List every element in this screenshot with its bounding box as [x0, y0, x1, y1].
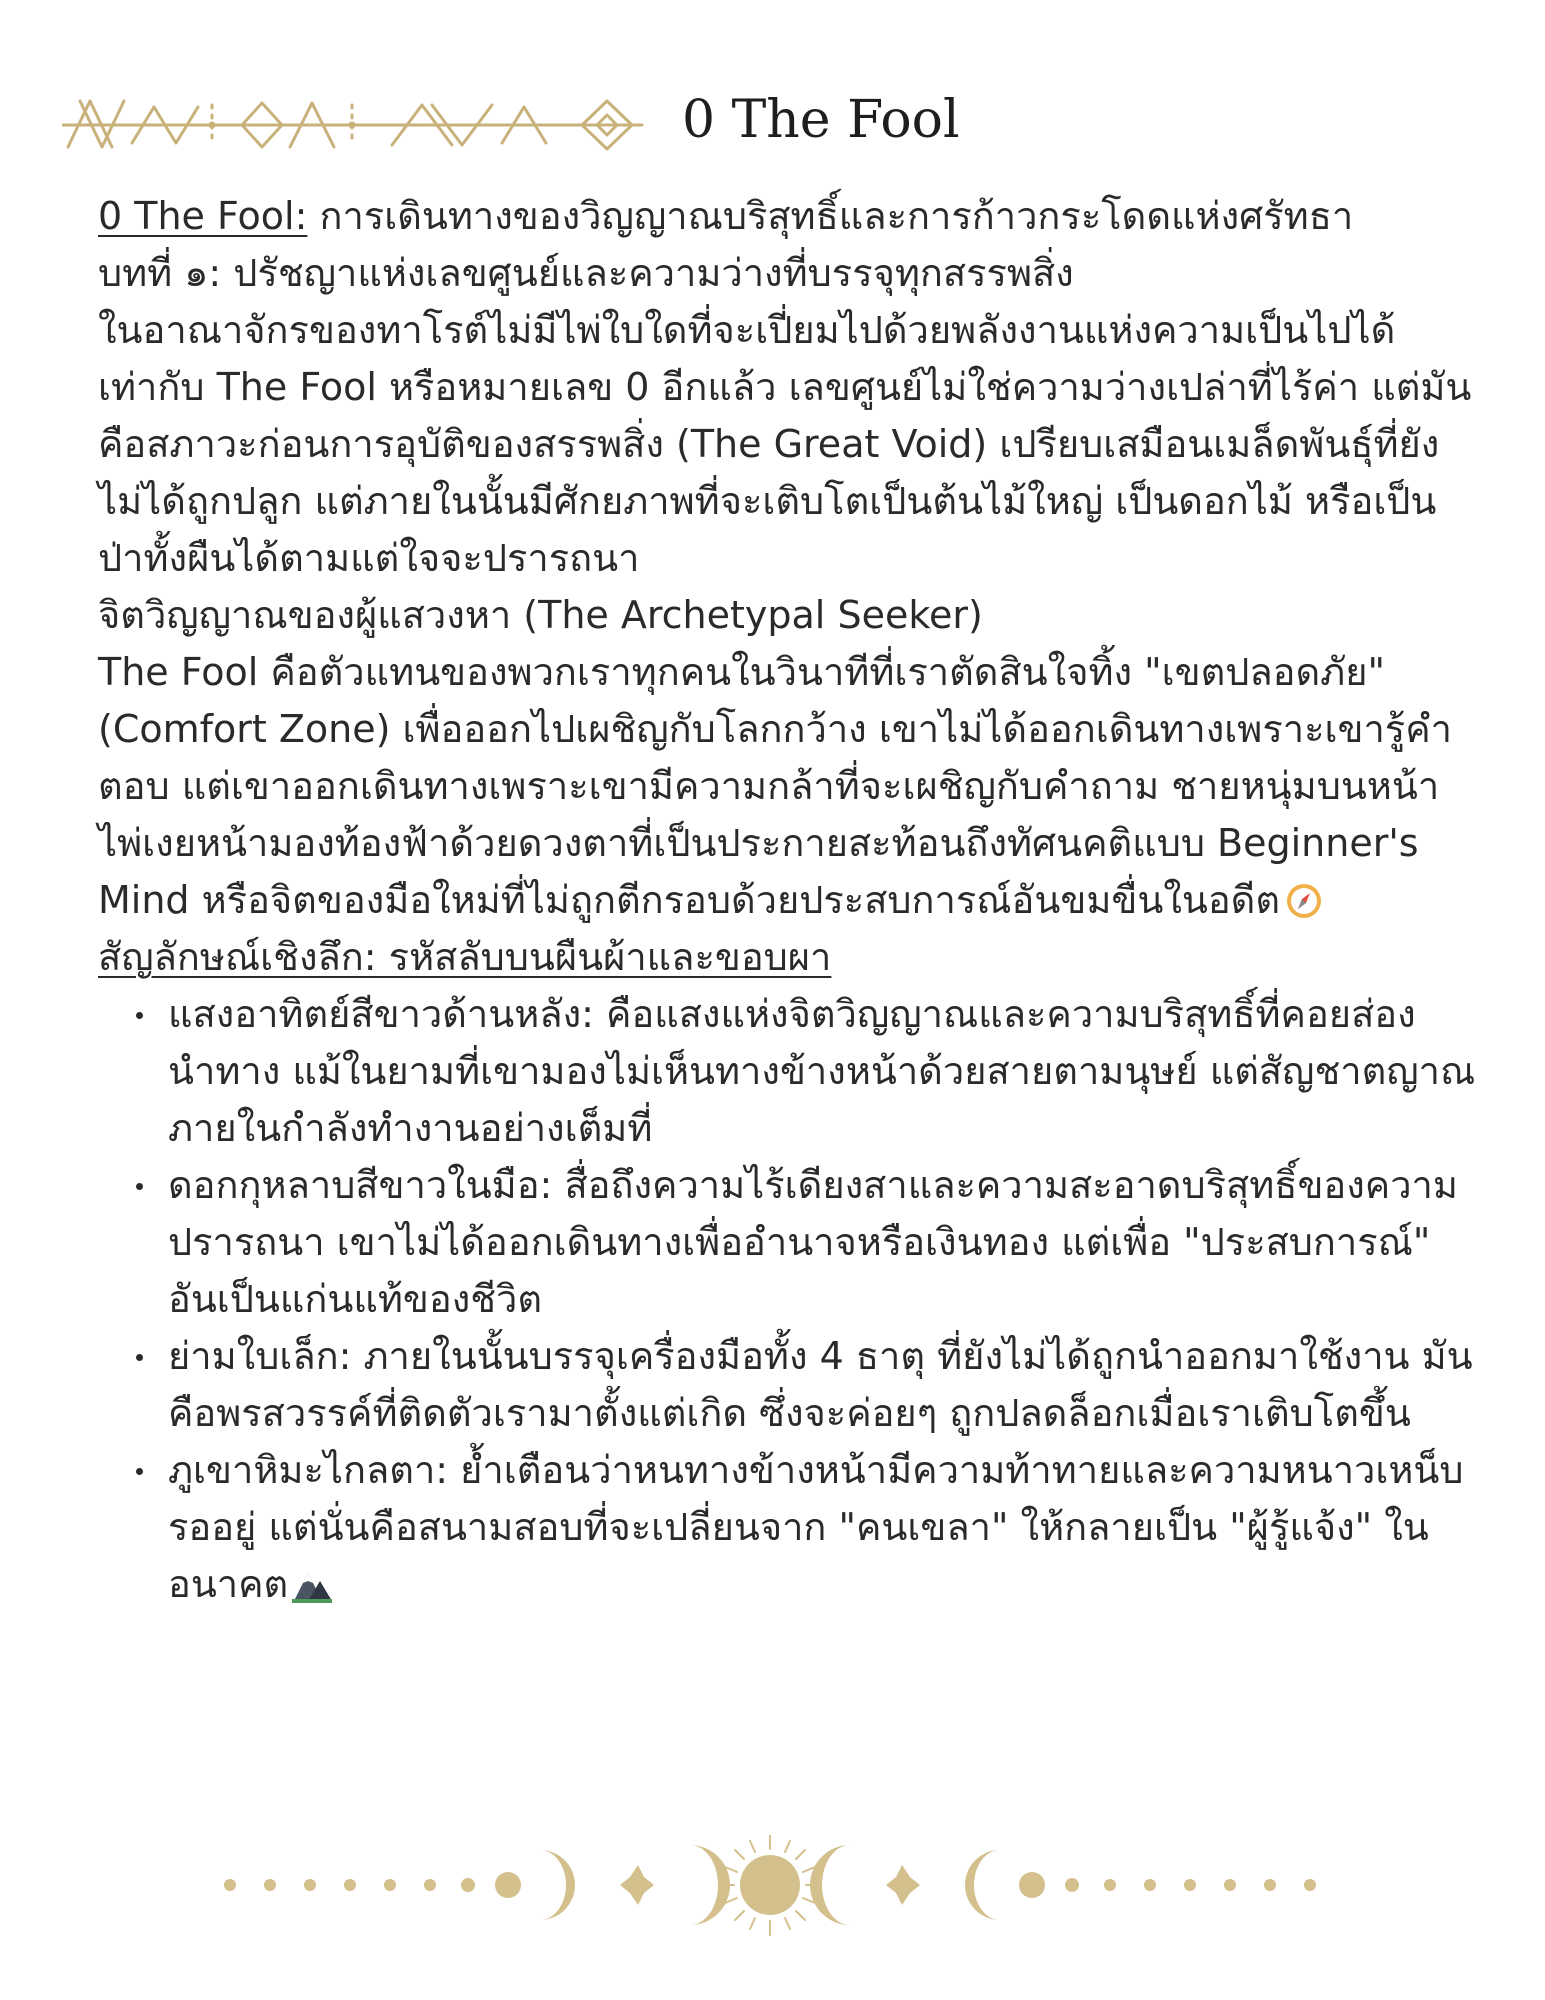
intro-line [98, 188, 1478, 245]
symbols-heading: สัญลักษณ์เชิงลึก: รหัสลับบนผืนผ้าและขอบผา [98, 935, 832, 979]
mountain-emoji-icon [292, 1565, 332, 1605]
article-body [98, 188, 1478, 1613]
list-item: แสงอาทิตย์สีขาวด้านหลัง: คือแสงแห่งจิตวิญญาณและความบริสุทธิ์ที่คอยส่องนำทาง แม้ในยามที่เขามองไม่เห็นทางข้างหน้าด้วยสายตามนุษย์ แต่สัญชาตญาณภายในกำลังทำงานอย่างเต็มที่ [98, 986, 1478, 1157]
geometric-ornament-icon [62, 89, 662, 159]
seeker-text: The Fool คือตัวแทนของพวกเราทุกคนในวินาทีที่เราตัดสินใจทิ้ง "เขตปลอดภัย" (Comfort Zone) เพื่อออกไปเผชิญกับโลกกว้าง เขาไม่ได้ออกเดินทางเพราะเขารู้คำตอบ แต่เขาออกเดินทางเพราะเขามีความกล้าที่จะเผชิญกับคำถาม ชายหนุ่มบนหน้าไพ่เงยหน้ามองท้องฟ้าด้วยดวงตาที่เป็นประกายสะท้อนถึงทัศนคติแบบ Beginner's Mind หรือจิตของมือใหม่ที่ไม่ถูกตีกรอบด้วยประสบการณ์อันขมขื่นในอดีต [98, 650, 1452, 922]
page-title: 0 The Fool [682, 90, 960, 150]
celestial-divider-icon [210, 1835, 1330, 1965]
seeker-heading: จิตวิญญาณของผู้แสวงหา (The Archetypal Seeker) [98, 593, 983, 637]
compass-emoji-icon [1284, 881, 1324, 921]
symbols-list [98, 986, 1478, 1613]
chapter-heading: บทที่ ๑: ปรัชญาแห่งเลขศูนย์และความว่างที่บรรจุทุกสรรพสิ่ง [98, 251, 1074, 295]
intro-lead: การเดินทางของวิญญาณบริสุทธิ์และการก้าวกระโดดแห่งศรัทธา [307, 194, 1354, 238]
intro-paragraph: ในอาณาจักรของทาโรต์ไม่มีไพ่ใบใดที่จะเปี่ยมไปด้วยพลังงานแห่งความเป็นไปได้เท่ากับ The Fool หรือหมายเลข 0 อีกแล้ว เลขศูนย์ไม่ใช่ความว่างเปล่าที่ไร้ค่า แต่มันคือสภาวะก่อนการอุบัติของสรรพสิ่ง (The Great Void) เปรียบเสมือนเมล็ดพันธุ์ที่ยังไม่ได้ถูกปลูก แต่ภายในนั้นมีศักยภาพที่จะเติบโตเป็นต้นไม้ใหญ่ เป็นดอกไม้ หรือเป็นป่าทั้งผืนได้ตามแต่ใจจะปรารถนา [98, 308, 1472, 580]
list-item: ดอกกุหลาบสีขาวในมือ: สื่อถึงความไร้เดียงสาและความสะอาดบริสุทธิ์ของความปรารถนา เขาไม่ได้ออกเดินทางเพื่ออำนาจหรือเงินทอง แต่เพื่อ "ประสบการณ์" อันเป็นแก่นแท้ของชีวิต [98, 1157, 1478, 1328]
list-item [98, 1442, 1478, 1613]
title-link[interactable]: 0 The Fool: [98, 194, 308, 238]
page-header [62, 85, 1482, 205]
list-item-text: ภูเขาหิมะไกลตา: ย้ำเตือนว่าหนทางข้างหน้ามีความท้าทายและความหนาวเหน็บรออยู่ แต่นั่นคือสนามสอบที่จะเปลี่ยนจาก "คนเขลา" ให้กลายเป็น "ผู้รู้แจ้ง" ในอนาคต [168, 1448, 1464, 1606]
list-item: ย่ามใบเล็ก: ภายในนั้นบรรจุเครื่องมือทั้ง 4 ธาตุ ที่ยังไม่ได้ถูกนำออกมาใช้งาน มันคือพรสวรรค์ที่ติดตัวเรามาตั้งแต่เกิด ซึ่งจะค่อยๆ ถูกปลดล็อกเมื่อเราเติบโตขึ้น [98, 1328, 1478, 1442]
seeker-paragraph [98, 644, 1478, 929]
